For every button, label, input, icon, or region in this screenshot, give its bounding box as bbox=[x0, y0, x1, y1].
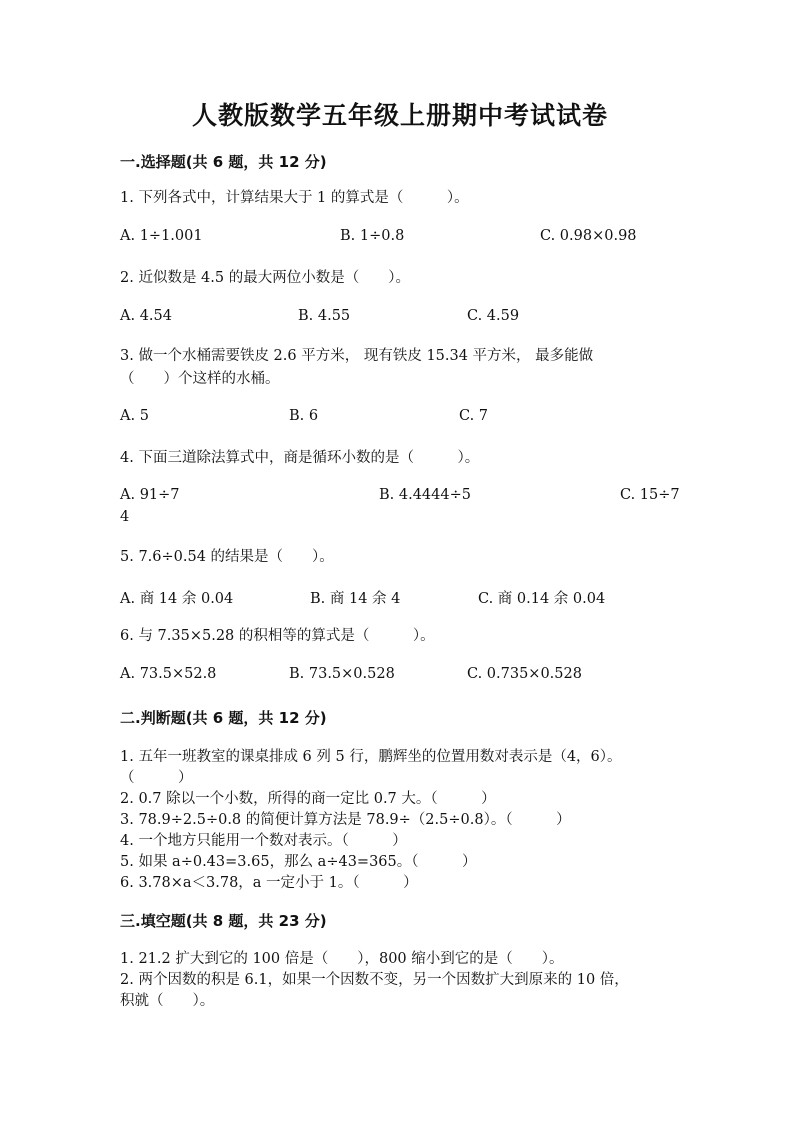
judgment-line: 6. 3.78×a＜3.78，a 一定小于 1。（ ） bbox=[120, 875, 418, 891]
option-a: A. 5 bbox=[120, 408, 149, 424]
judgment-line: （ ） bbox=[120, 770, 193, 786]
fill-blank-line: 1. 21.2 扩大到它的 100 倍是（ ），800 缩小到它的是（ ）。 bbox=[120, 951, 564, 967]
question-text-line2: （ ）个这样的水桶。 bbox=[120, 371, 280, 387]
option-a: A. 4.54 bbox=[120, 308, 172, 324]
option-b: B. 1÷0.8 bbox=[340, 228, 405, 244]
judgment-line: 2. 0.7 除以一个小数，所得的商一定比 0.7 大。（ ） bbox=[120, 791, 496, 807]
option-a: A. 1÷1.001 bbox=[120, 228, 203, 244]
option-b: B. 6 bbox=[289, 408, 319, 424]
fill-blank-line: 积就（ ）。 bbox=[120, 993, 215, 1009]
option-b: B. 商 14 余 4 bbox=[310, 591, 401, 607]
page-title: 人教版数学五年级上册期中考试试卷 bbox=[191, 101, 608, 130]
option-c: C. 4.59 bbox=[467, 308, 520, 324]
option-a: A. 91÷7 bbox=[120, 487, 180, 503]
judgment-line: 1. 五年一班教室的课桌排成 6 列 5 行，鹏辉坐的位置用数对表示是（4，6）。 bbox=[120, 749, 622, 765]
option-b: B. 4.4444÷5 bbox=[379, 487, 471, 503]
option-a: A. 73.5×52.8 bbox=[120, 666, 217, 682]
judgment-line: 5. 如果 a÷0.43=3.65，那么 a÷43=365。（ ） bbox=[120, 854, 477, 870]
option-c: C. 0.98×0.98 bbox=[540, 228, 637, 244]
judgment-line: 3. 78.9÷2.5÷0.8 的简便计算方法是 78.9÷（2.5÷0.8）。（ ） bbox=[120, 812, 571, 828]
question-text: 1. 下列各式中，计算结果大于 1 的算式是（ ）。 bbox=[120, 190, 469, 206]
question-text: 2. 近似数是 4.5 的最大两位小数是（ ）。 bbox=[120, 270, 410, 286]
question-text-line1: 3. 做一个水桶需要铁皮 2.6 平方米， 现有铁皮 15.34 平方米， 最多能做 bbox=[120, 348, 594, 364]
section-heading-judgment: 二.判断题(共 6 题，共 12 分) bbox=[120, 709, 327, 727]
option-c: C. 15÷7 bbox=[620, 487, 680, 503]
section-heading-fill-blank: 三.填空题(共 8 题，共 23 分) bbox=[120, 912, 327, 930]
option-c: C. 7 bbox=[459, 408, 489, 424]
question-text: 6. 与 7.35×5.28 的积相等的算式是（ ）。 bbox=[120, 628, 435, 644]
section-heading-choice: 一.选择题(共 6 题，共 12 分) bbox=[120, 153, 327, 171]
option-b: B. 73.5×0.528 bbox=[289, 666, 395, 682]
option-b: B. 4.55 bbox=[298, 308, 351, 324]
option-a: A. 商 14 余 0.04 bbox=[120, 591, 234, 607]
option-wrap-text: 4 bbox=[120, 509, 130, 525]
judgment-line: 4. 一个地方只能用一个数对表示。（ ） bbox=[120, 833, 407, 849]
question-text: 4. 下面三道除法算式中，商是循环小数的是（ ）。 bbox=[120, 450, 480, 466]
question-text: 5. 7.6÷0.54 的结果是（ ）。 bbox=[120, 549, 334, 565]
fill-blank-line: 2. 两个因数的积是 6.1，如果一个因数不变，另一个因数扩大到原来的 10 倍， bbox=[120, 972, 629, 988]
option-c: C. 0.735×0.528 bbox=[467, 666, 582, 682]
option-c: C. 商 0.14 余 0.04 bbox=[478, 591, 606, 607]
